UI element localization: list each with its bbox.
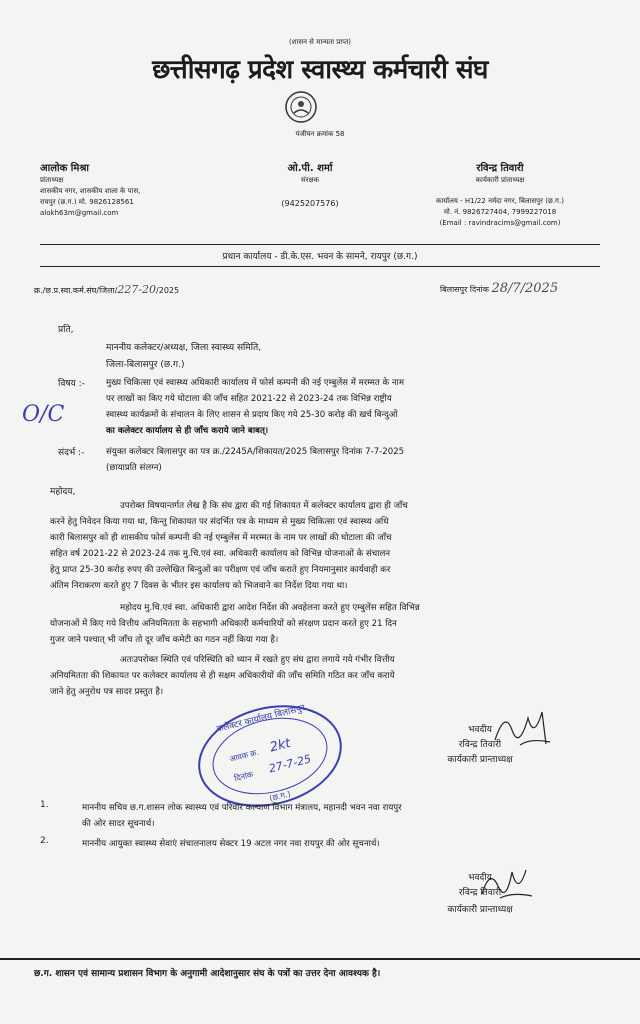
stamp-date-value: 27-7-25 — [267, 752, 313, 776]
registration-number: पंजीयन क्रमांक 58 — [295, 130, 345, 138]
subject-line: स्वास्थ्य कार्यक्रमों के संचालन के लिए शासन से प्रदाय किए गये 25-30 करोड़ की खर्च बिन्दुओं — [106, 410, 398, 420]
stamp-inward-number: 2kt — [268, 735, 293, 756]
body-paragraph-1 — [50, 498, 580, 594]
copy-number: 1. — [40, 800, 49, 810]
signoff2-closing: भवदीय — [468, 873, 492, 883]
stamp-bottom-text: (छ.ग.) — [268, 789, 292, 804]
org-title: छत्तीसगढ़ प्रदेश स्वास्थ्य कर्मचारी संघ — [152, 55, 488, 85]
subject-line: मुख्य चिकित्सा एवं स्वास्थ्य अधिकारी कार्यालय में फोर्स कम्पनी की नई एम्बुलेंस में मरम्मत के नाम — [106, 378, 405, 388]
footer-divider — [0, 958, 640, 960]
signoff2-name: रविन्द्र तिवारी — [458, 888, 502, 898]
emblem-logo — [284, 90, 318, 124]
copy-line: माननीय सचिव छ.ग.शासन लोक स्वास्थ्य एवं परिवार कल्याण विभाग मंत्रालय, महानदी भवन नवा रायपुर — [82, 803, 402, 813]
body-paragraph-2 — [50, 600, 580, 648]
margin-note: O/C — [22, 402, 65, 427]
body-line: उपरोक्त विषयान्तर्गत लेख है कि संघ द्वारा की गई शिकायत में कलेक्टर कार्यालय द्वारा ही जाँच — [120, 501, 408, 511]
stamp-top-text: कलेक्टर कार्यालय बिलासपुर — [215, 703, 307, 735]
official-left-name: आलोक मिश्रा — [40, 163, 89, 174]
official-right — [395, 160, 605, 227]
signoff2-title: कार्यकारी प्रान्ताध्यक्ष — [447, 905, 513, 915]
official-left-email: alokh63m@gmail.com — [40, 209, 119, 217]
header-divider-2 — [40, 266, 600, 267]
reference-block — [106, 444, 576, 476]
body-line: योजनाओं में किए गये वित्तीय अनियमितता के सहभागी अधिकारी कर्मचारियों को संरक्षण प्रदान करते हुए 21 दिन — [50, 619, 397, 629]
subject-label: विषय :- — [58, 379, 85, 389]
stamp-date-label: दिनांक — [233, 769, 254, 784]
header-divider — [40, 244, 600, 245]
subject-line: का कलेक्टर कार्यालय से ही जाँच कराये जाने बाबत्। — [106, 426, 269, 436]
official-right-address: कार्यालय - H1/22 नर्मदा नगर, बिलासपुर (छ.ग.) — [436, 197, 564, 205]
stamp-inward-label: आवक क्र. — [228, 747, 260, 764]
subject-line: पर लाखों का किए गये घोटाला की जाँच सहित 2021-22 से 2023-24 तक विभिन्न राष्ट्रीय — [106, 394, 392, 404]
ref-label: क्र./छ.प्र.स्वा.कर्म.संघ/जिला/ — [34, 286, 118, 295]
ref-year: /2025 — [156, 286, 180, 295]
body-line: जाने हेतु अनुरोध पत्र सादर प्रस्तुत है। — [50, 687, 164, 697]
official-left-address2: रायपुर (छ.ग.) मो. 9826128561 — [40, 198, 134, 206]
copy-item-1 — [40, 800, 590, 832]
body-line: हेतु प्राप्त 25-30 करोड़ रुपए की उल्लेखित बिन्दुओं का परीक्षण एवं जाँच कराते हुए नियमानुसार कार्यवाही कर — [50, 565, 391, 575]
receipt-stamp — [190, 700, 350, 812]
body-line: सहित वर्ष 2021-22 से 2023-24 तक मु.चि.एवं स्वा. अधिकारी कार्यालय को विभिन्न योजनाओं के संचालन — [50, 549, 391, 559]
head-office: प्रधान कार्यालय - डी.के.एस. भवन के सामने, रायपुर (छ.ग.) — [222, 252, 418, 262]
body-line: अंतिम निराकरण करते हुए 7 दिवस के भीतर इस कार्यालय को भिजवाने का निर्देश दिया गया था। — [50, 581, 348, 591]
body-line: गुजर जाने पश्चात् भी जाँच तो दूर जाँच कमेटी का गठन नहीं किया गया है। — [50, 635, 279, 645]
to-label: प्रति, — [58, 325, 74, 335]
body-line: अतःउपरोक्त स्थिति एवं परिस्थिति को ध्यान में रखते हुए संघ द्वारा लगाये गये गंभीर वित्तीय — [120, 655, 395, 665]
recipient-line-2: जिला-बिलासपुर (छ.ग.) — [106, 360, 185, 370]
signoff-name: रविन्द्र तिवारी — [458, 740, 502, 750]
reference-number — [34, 283, 179, 296]
recipient-line-1: माननीय कलेक्टर/अध्यक्ष, जिला स्वास्थ्य समिति, — [106, 343, 262, 353]
body-line: कारी बिलासपुर को ही शासकीय फोर्स कम्पनी की नई एम्बुलेंस में मरम्मत के नाम पर लाखों की घोटाला की जाँच — [50, 533, 392, 543]
signoff-title: कार्यकारी प्रान्ताध्यक्ष — [447, 755, 513, 765]
official-left-address1: शासकीय नगर, शासकीय शाला के पास, — [40, 187, 141, 195]
copy-line: माननीय आयुक्त स्वास्थ्य सेवाएं संचालनालय सेक्टर 19 अटल नगर नवा रायपुर की ओर सूचनार्थ। — [82, 839, 380, 849]
footer-note: छ.ग. शासन एवं सामान्य प्रशासन विभाग के अनुगामी आदेशानुसार संघ के पत्रों का उत्तर देना आवश्यक है। — [34, 969, 381, 979]
official-left-title: प्रांताध्यक्ष — [40, 176, 64, 184]
signoff-closing: भवदीय — [468, 725, 492, 735]
reference-label: संदर्भ :- — [58, 448, 85, 458]
copy-item-2 — [40, 836, 590, 852]
ref-handwritten: 227-20 — [117, 283, 157, 296]
body-line: करने हेतु निवेदन किया गया था, किन्तु शिकायत पर संदर्भित पत्र के माध्यम से मुख्य चिकित्सा एवं स्वास्थ्य अधि — [50, 517, 389, 527]
salutation: महोदय, — [50, 487, 76, 497]
date-label: बिलासपुर दिनांक — [440, 285, 489, 294]
subject-block — [106, 375, 576, 439]
official-right-email: (Email : ravindracims@gmail.com) — [439, 219, 561, 227]
official-center-phone: (9425207576) — [281, 199, 339, 208]
official-right-title: कार्यकारी प्रांताध्यक्ष — [475, 176, 525, 184]
copies-list — [40, 800, 590, 852]
letter-date — [440, 281, 558, 296]
recognition-note: (शासन से मान्यता प्राप्त) — [289, 38, 351, 46]
official-center-title: संरक्षक — [301, 176, 319, 184]
official-center — [250, 160, 370, 208]
reference-line: (छायाप्रति संलग्न) — [106, 463, 162, 473]
date-handwritten: 28/7/2025 — [491, 281, 559, 296]
reference-line: संयुक्त कलेक्टर बिलासपुर का पत्र क्र./2245A/शिकायत/2025 बिलासपुर दिनांक 7-7-2025 — [106, 447, 405, 457]
body-line: महोदय मु.चि.एवं स्वा. अधिकारी द्वारा आदेश निर्देश की अवहेलना करते हुए एम्बुलेंस सहित विभिन्न — [120, 603, 420, 613]
body-line: अनियमितता की शिकायत पर कलेक्टर कार्यालय से ही सक्षम अधिकारीयों की जाँच समिति गठित कर जाँच कराये — [50, 671, 395, 681]
copy-number: 2. — [40, 836, 49, 846]
copy-line: की ओर सादर सूचनार्थ। — [82, 819, 155, 829]
body-paragraph-3 — [50, 652, 580, 700]
official-center-name: ओ.पी. शर्मा — [287, 163, 333, 174]
official-right-name: रविन्द्र तिवारी — [476, 163, 524, 174]
official-right-phone: मो. नं. 9826727404, 7999227018 — [443, 208, 557, 216]
official-left — [40, 160, 240, 217]
